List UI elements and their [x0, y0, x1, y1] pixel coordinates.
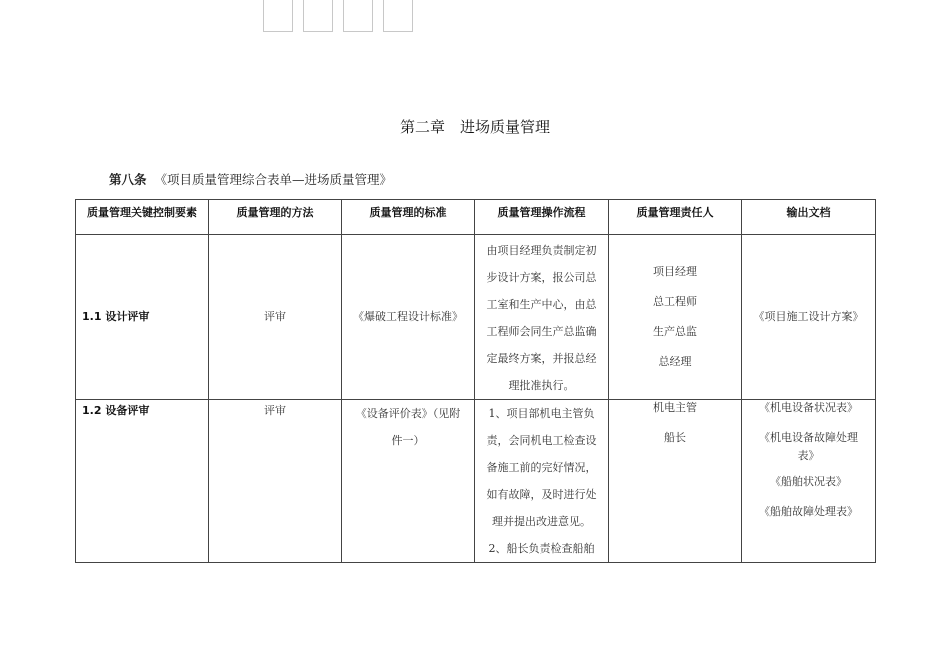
responsible-person: 总工程师	[653, 295, 697, 308]
column-header: 质量管理的方法	[209, 200, 342, 235]
process-line: 由项目经理负责制定初	[486, 244, 597, 257]
column-header: 质量管理的标准	[342, 200, 475, 235]
output-doc: 《机电设备状况表》	[759, 401, 858, 414]
responsible-person: 生产总监	[653, 325, 697, 338]
process-line: 定最终方案，并报总经	[486, 352, 597, 365]
method-cell: 评审	[209, 400, 342, 563]
responsible-person: 总经理	[658, 355, 692, 368]
process-line: 步设计方案，报公司总	[486, 271, 597, 284]
standard-cell	[342, 400, 475, 563]
table-row	[76, 400, 876, 563]
table-row	[76, 235, 876, 400]
process-cell	[475, 235, 609, 400]
header-box	[383, 0, 413, 32]
standard-line: 件一）	[391, 434, 425, 447]
column-header: 质量管理关键控制要素	[76, 200, 209, 235]
article-number: 第八条	[109, 172, 147, 187]
column-header: 质量管理责任人	[609, 200, 742, 235]
header-box	[303, 0, 333, 32]
process-line: 理并提出改进意见。	[492, 515, 591, 528]
process-line: 工程师会同生产总监确	[486, 325, 597, 338]
column-header: 质量管理操作流程	[475, 200, 609, 235]
output-doc-cell	[742, 400, 876, 563]
responsible-person: 项目经理	[653, 265, 697, 278]
method-cell: 评审	[209, 235, 342, 400]
responsible-person: 船长	[664, 431, 686, 444]
process-line: 2、船长负责检查船舶	[488, 542, 595, 555]
output-doc: 表》	[797, 449, 820, 462]
process-line: 理批准执行。	[508, 379, 575, 392]
standard-cell: 《爆破工程设计标准》	[342, 235, 475, 400]
header-boxes	[263, 0, 413, 32]
header-box	[263, 0, 293, 32]
article-heading	[109, 170, 392, 188]
standard-line: 《设备评价表》（见附	[355, 407, 461, 420]
responsible-person: 机电主管	[653, 401, 697, 414]
process-line: 1、项目部机电主管负	[488, 407, 595, 420]
quality-management-table	[75, 199, 876, 563]
process-line: 工室和生产中心，由总	[486, 298, 597, 311]
column-header: 输出文档	[742, 200, 876, 235]
process-line: 如有故障，及时进行处	[486, 488, 597, 501]
process-cell	[475, 400, 609, 563]
output-doc: 《船舶故障处理表》	[759, 505, 858, 518]
control-element-cell: 1.2 设备评审	[76, 400, 209, 563]
article-title: 《项目质量管理综合表单—进场质量管理》	[154, 172, 393, 187]
output-doc: 《机电设备故障处理	[759, 431, 858, 444]
header-box	[343, 0, 373, 32]
table-header-row	[76, 200, 876, 235]
output-doc-cell: 《项目施工设计方案》	[742, 235, 876, 400]
process-line: 备施工前的完好情况，	[486, 461, 597, 474]
responsible-cell	[609, 400, 742, 563]
control-element-cell: 1.1 设计评审	[76, 235, 209, 400]
chapter-title: 第二章 进场质量管理	[399, 118, 550, 136]
output-doc: 《船舶状况表》	[770, 475, 847, 488]
process-line: 责，会同机电工检查设	[486, 434, 597, 447]
responsible-cell	[609, 235, 742, 400]
